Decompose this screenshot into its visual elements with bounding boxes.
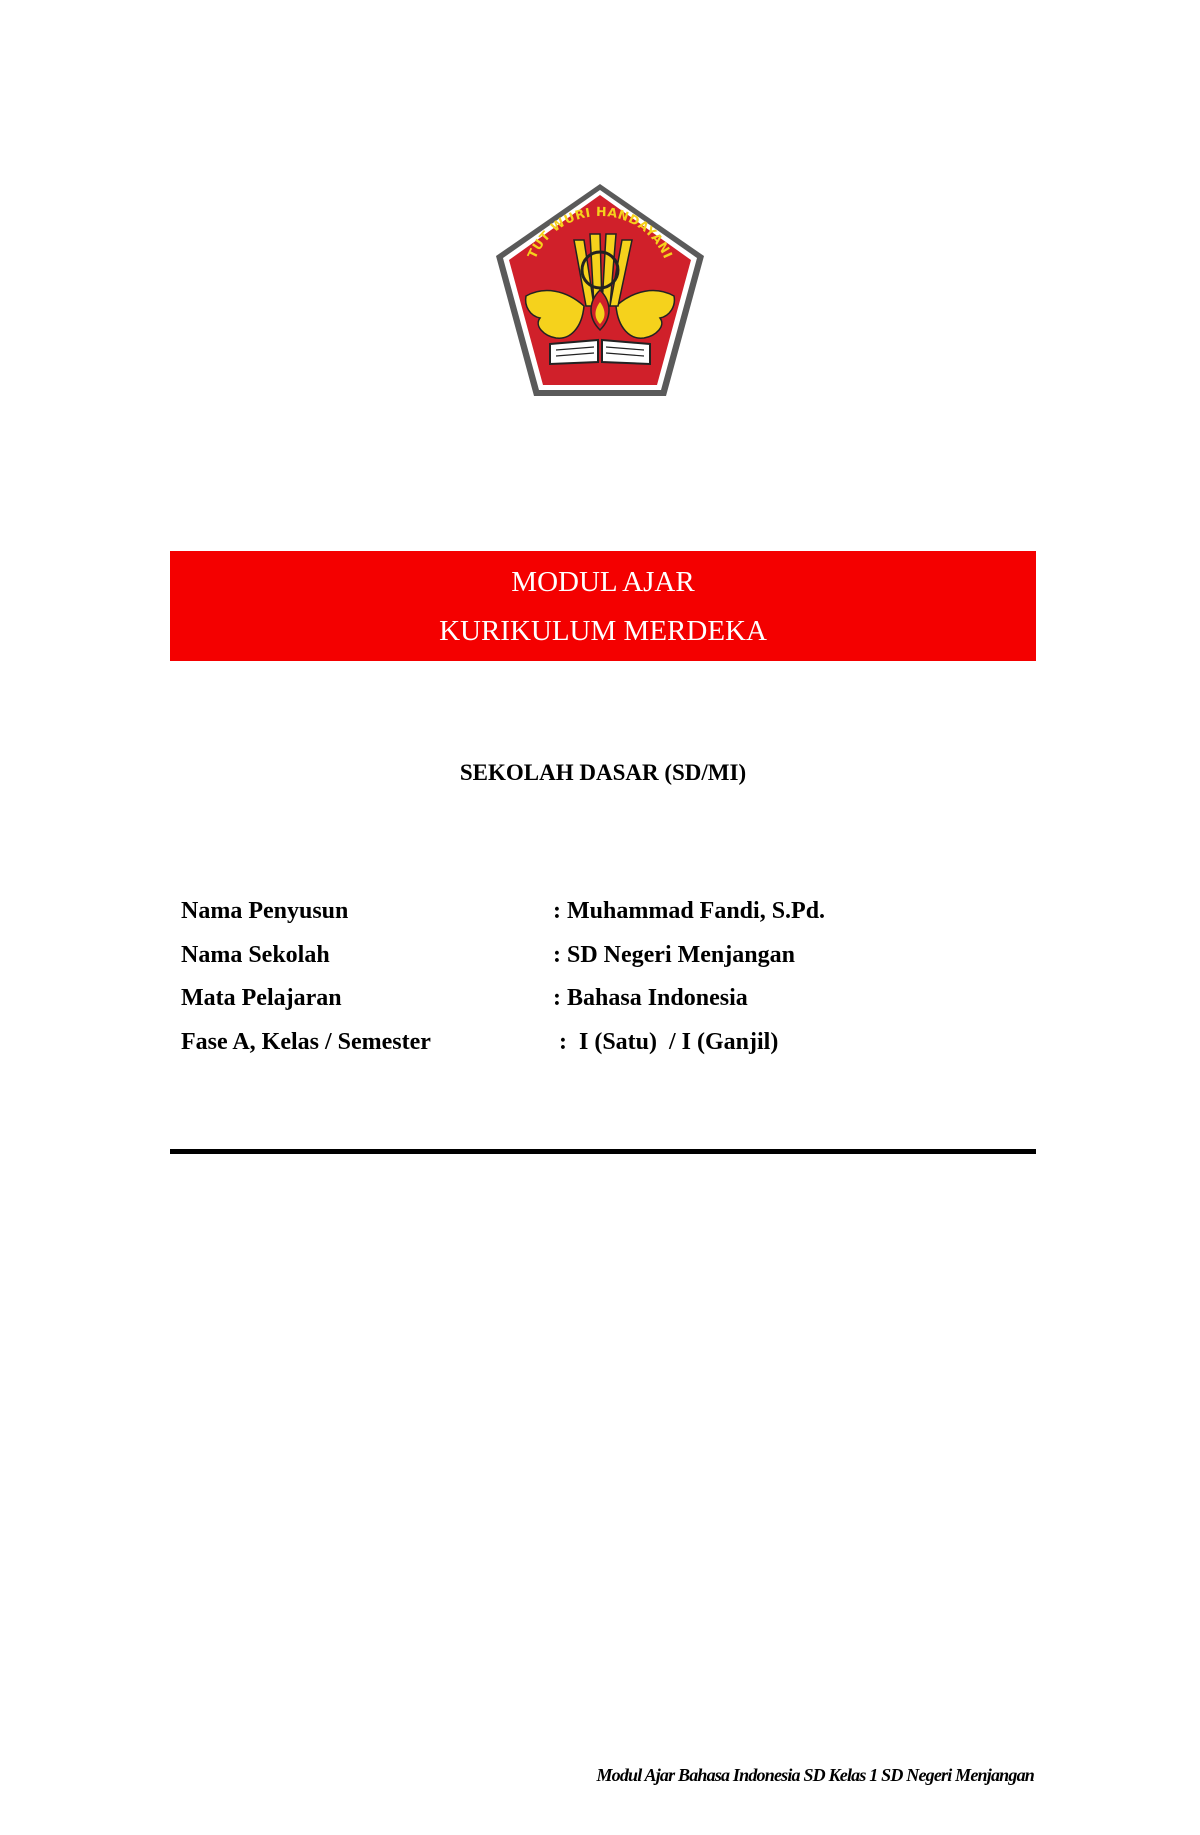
horizontal-divider: [170, 1149, 1036, 1154]
info-value-school: : SD Negeri Menjangan: [553, 941, 795, 968]
info-value-phase-class: : I (Satu) / I (Ganjil): [553, 1028, 779, 1055]
info-value-subject: : Bahasa Indonesia: [553, 985, 748, 1012]
info-row: [181, 890, 825, 934]
banner-title-line1: MODUL AJAR: [511, 566, 695, 598]
emblem-icon: [486, 178, 714, 408]
info-label-author: Nama Penyusun: [181, 898, 349, 925]
info-label-phase-class: Fase A, Kelas / Semester: [181, 1028, 431, 1055]
info-row: [181, 977, 825, 1021]
tut-wuri-handayani-logo: [486, 178, 714, 408]
school-level-heading: SEKOLAH DASAR (SD/MI): [459, 760, 747, 785]
info-row: [181, 1021, 825, 1065]
title-banner: [170, 551, 1036, 661]
svg-text:TUT WURI HANDAYANI: TUT WURI HANDAYANI: [524, 203, 676, 261]
info-table: [181, 890, 825, 1064]
banner-title-line2: KURIKULUM MERDEKA: [439, 615, 767, 647]
info-row: [181, 934, 825, 978]
info-label-school: Nama Sekolah: [181, 941, 330, 968]
page-footer: Modul Ajar Bahasa Indonesia SD Kelas 1 SD Negeri Menjangan: [596, 1765, 1034, 1785]
info-value-author: : Muhammad Fandi, S.Pd.: [553, 898, 826, 925]
info-label-subject: Mata Pelajaran: [181, 985, 342, 1012]
